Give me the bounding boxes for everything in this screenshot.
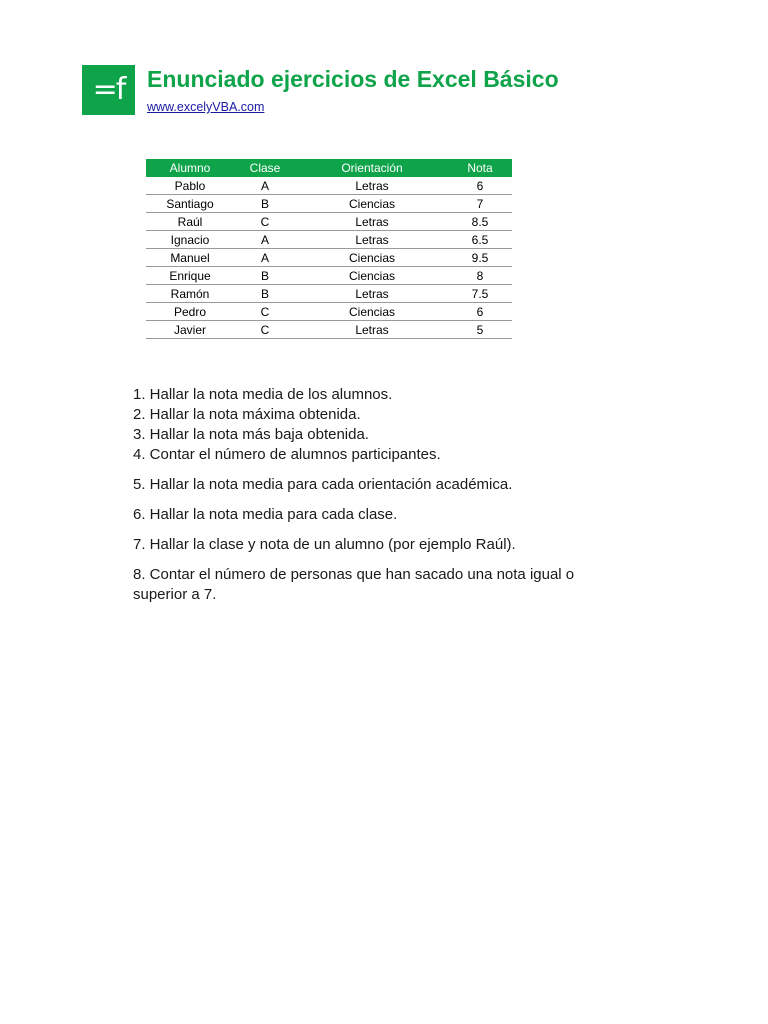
cell-alumno: Javier: [146, 321, 234, 339]
exercise-item: 6. Hallar la nota media para cada clase.: [133, 506, 398, 523]
cell-clase: B: [234, 267, 296, 285]
cell-clase: C: [234, 213, 296, 231]
header-nota: Nota: [448, 159, 512, 177]
exercise-item: 3. Hallar la nota más baja obtenida.: [133, 426, 369, 443]
cell-alumno: Pablo: [146, 177, 234, 195]
header-orientacion: Orientación: [296, 159, 448, 177]
cell-orientacion: Letras: [296, 321, 448, 339]
cell-orientacion: Letras: [296, 177, 448, 195]
cell-nota: 7: [448, 195, 512, 213]
grades-table: [146, 159, 512, 339]
cell-orientacion: Ciencias: [296, 249, 448, 267]
table-row: [146, 267, 512, 285]
table-row: [146, 303, 512, 321]
cell-nota: 8: [448, 267, 512, 285]
table-row: [146, 249, 512, 267]
cell-alumno: Raúl: [146, 213, 234, 231]
exercise-item: 5. Hallar la nota media para cada orientación académica.: [133, 476, 513, 493]
exercise-item: 4. Contar el número de alumnos participantes.: [133, 446, 441, 463]
cell-nota: 5: [448, 321, 512, 339]
table-row: [146, 321, 512, 339]
document-title: Enunciado ejercicios de Excel Básico: [147, 66, 559, 92]
cell-clase: C: [234, 303, 296, 321]
cell-clase: C: [234, 321, 296, 339]
header-clase: Clase: [234, 159, 296, 177]
cell-orientacion: Ciencias: [296, 267, 448, 285]
cell-alumno: Manuel: [146, 249, 234, 267]
table-header-row: [146, 159, 512, 177]
cell-nota: 6: [448, 177, 512, 195]
excel-formula-logo: [82, 65, 135, 115]
cell-clase: A: [234, 177, 296, 195]
table-row: [146, 195, 512, 213]
cell-nota: 7.5: [448, 285, 512, 303]
header-alumno: Alumno: [146, 159, 234, 177]
cell-nota: 9.5: [448, 249, 512, 267]
table-row: [146, 285, 512, 303]
cell-alumno: Enrique: [146, 267, 234, 285]
cell-orientacion: Letras: [296, 231, 448, 249]
website-link[interactable]: www.excelyVBA.com: [147, 100, 265, 114]
table-row: [146, 213, 512, 231]
cell-alumno: Ignacio: [146, 231, 234, 249]
cell-clase: B: [234, 285, 296, 303]
cell-nota: 6: [448, 303, 512, 321]
cell-alumno: Pedro: [146, 303, 234, 321]
exercise-item: 2. Hallar la nota máxima obtenida.: [133, 406, 361, 423]
cell-nota: 8.5: [448, 213, 512, 231]
cell-orientacion: Ciencias: [296, 303, 448, 321]
logo-text: =f: [92, 72, 125, 107]
cell-orientacion: Letras: [296, 285, 448, 303]
exercise-list: [133, 385, 593, 605]
cell-alumno: Ramón: [146, 285, 234, 303]
cell-alumno: Santiago: [146, 195, 234, 213]
cell-clase: A: [234, 249, 296, 267]
table-row: [146, 177, 512, 195]
cell-nota: 6.5: [448, 231, 512, 249]
cell-orientacion: Ciencias: [296, 195, 448, 213]
cell-clase: A: [234, 231, 296, 249]
table-row: [146, 231, 512, 249]
exercise-item: 1. Hallar la nota media de los alumnos.: [133, 386, 393, 403]
cell-orientacion: Letras: [296, 213, 448, 231]
exercise-item: 8. Contar el número de personas que han sacado una nota igual o superior a 7.: [133, 566, 575, 603]
cell-clase: B: [234, 195, 296, 213]
exercise-item: 7. Hallar la clase y nota de un alumno (por ejemplo Raúl).: [133, 536, 516, 553]
